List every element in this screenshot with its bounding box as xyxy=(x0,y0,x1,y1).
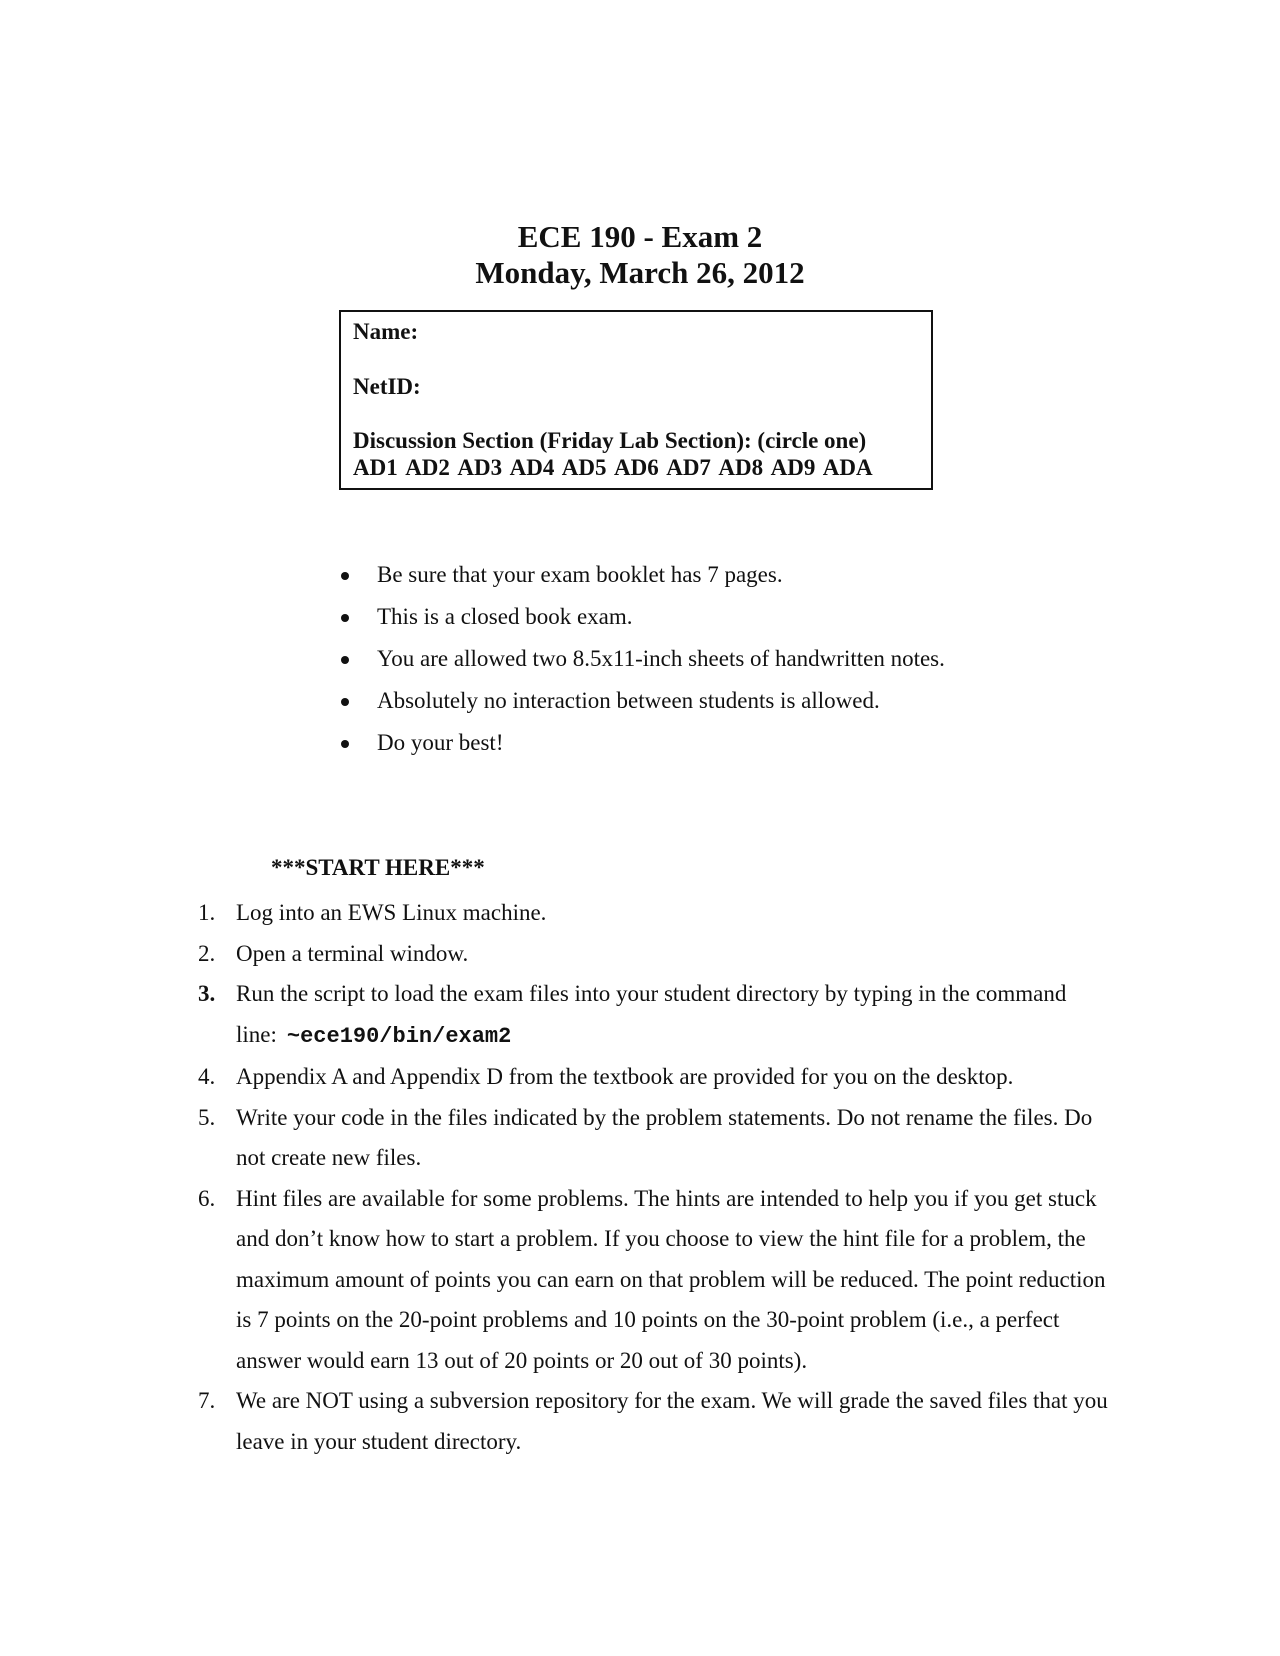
step-text: Log into an EWS Linux machine. xyxy=(236,900,547,925)
step-text: Run the script to load the exam files into your student directory by typing in the command line: xyxy=(236,981,1067,1047)
step-item xyxy=(190,893,1120,934)
step-number: 2. xyxy=(198,940,216,966)
step-item xyxy=(190,934,1120,975)
name-label: Name: xyxy=(353,319,419,344)
exam-date: Monday, March 26, 2012 xyxy=(475,255,805,290)
rule-text: Be sure that your exam booklet has 7 pages. xyxy=(377,562,783,587)
bullet-icon xyxy=(341,614,349,622)
rule-item xyxy=(337,687,945,729)
rule-text: Absolutely no interaction between students is allowed. xyxy=(377,688,880,713)
rule-item xyxy=(337,645,945,687)
step-text: Hint files are available for some problems. The hints are intended to help you if you get stuck and don’t know how to start a problem. If you choose to view the hint file for a problem, the maximum amount of points you can earn on that problem will be reduced. The point reduction is 7 points on the 20-point problems and 10 points on the 30-point problem (i.e., a perfect answer would earn 13 out of 20 points or 20 out of 30 points). xyxy=(236,1185,1106,1373)
step-number: 3. xyxy=(198,981,216,1006)
rule-text: Do your best! xyxy=(377,730,504,755)
rule-item xyxy=(337,561,945,603)
rule-item xyxy=(337,729,945,771)
section-codes: AD1 AD2 AD3 AD4 AD5 AD6 AD7 AD8 AD9 ADA xyxy=(353,455,873,480)
rule-text: This is a closed book exam. xyxy=(377,604,633,629)
exam-rules-list xyxy=(337,561,945,771)
step-number: 1. xyxy=(198,900,216,925)
step-number: 7. xyxy=(198,1388,216,1413)
discussion-section-label: Discussion Section (Friday Lab Section): (circle one) xyxy=(353,428,867,453)
step-item xyxy=(190,1098,1120,1179)
exam-title: ECE 190 - Exam 2 xyxy=(517,219,763,254)
rule-text: You are allowed two 8.5x11-inch sheets of handwritten notes. xyxy=(377,646,945,671)
step-item xyxy=(190,1057,1120,1098)
step-text: Appendix A and Appendix D from the textbook are provided for you on the desktop. xyxy=(236,1064,1014,1089)
step-item xyxy=(190,1381,1120,1462)
student-info-box xyxy=(339,310,933,490)
instruction-steps xyxy=(190,893,1120,1462)
exam-command: ~ece190/bin/exam2 xyxy=(286,1023,512,1049)
bullet-icon xyxy=(341,656,349,664)
step-item xyxy=(190,1179,1120,1382)
step-number: 4. xyxy=(198,1064,216,1089)
netid-label: NetID: xyxy=(353,374,421,399)
step-text: We are NOT using a subversion repository for the exam. We will grade the saved files that you leave in your student directory. xyxy=(236,1388,1108,1454)
bullet-icon xyxy=(341,572,349,580)
step-number: 5. xyxy=(198,1104,216,1130)
step-number: 6. xyxy=(198,1185,216,1211)
bullet-icon xyxy=(341,740,349,748)
start-here-heading: ***START HERE*** xyxy=(271,855,485,880)
step-item xyxy=(190,974,1120,1057)
step-text: Open a terminal window. xyxy=(236,940,469,966)
bullet-icon xyxy=(341,698,349,706)
rule-item xyxy=(337,603,945,645)
step-text: Write your code in the files indicated by the problem statements. Do not rename the files. Do not create new files. xyxy=(236,1104,1093,1170)
